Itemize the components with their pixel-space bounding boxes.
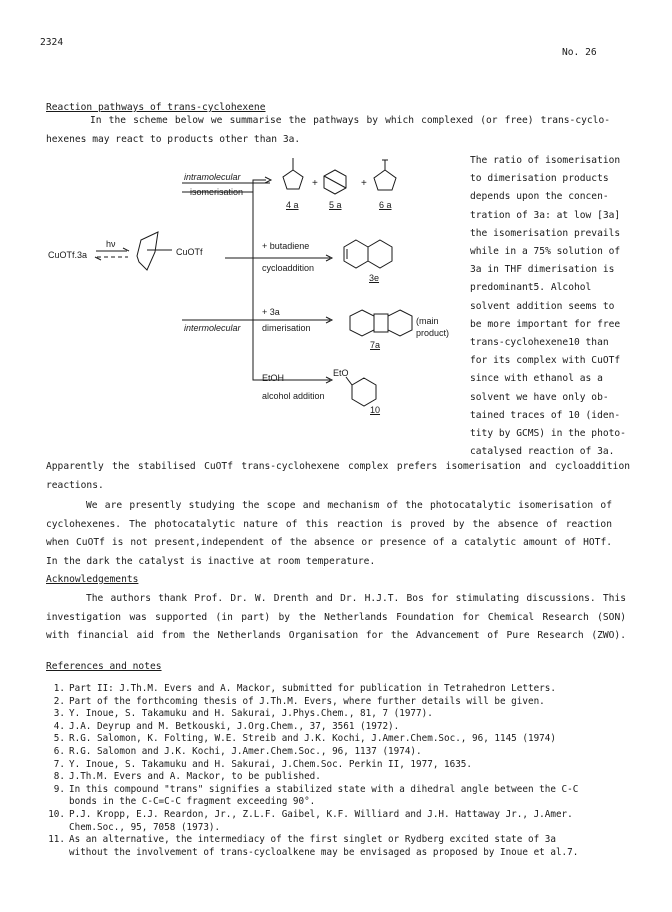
acknowledgements-paragraph bbox=[46, 590, 626, 646]
right-column-line: 3a in THF dimerisation is bbox=[470, 264, 615, 276]
paragraph-after-scheme bbox=[46, 458, 630, 495]
compound-4a-label: 4 a bbox=[286, 200, 299, 210]
right-column-line: depends upon the concen- bbox=[470, 191, 609, 203]
reference-item: 6. R.G. Salomon and J.K. Kochi, J.Amer.Chem.Soc., 96, 1137 (1974). bbox=[53, 745, 422, 757]
eto-label: EtO bbox=[333, 368, 349, 378]
reference-item: 9. In this compound "trans" signifies a stabilized state with a dihedral angle between the C-C bonds in the C-C=C-C fragment exceeding 90°. bbox=[53, 783, 579, 808]
compound-10-label: 10 bbox=[370, 405, 381, 415]
alcohol-addition-label: alcohol addition bbox=[262, 391, 325, 401]
main-product-label: (main bbox=[416, 316, 439, 326]
right-column-line: since with ethanol as a bbox=[470, 373, 603, 385]
right-column-line: be more important for free bbox=[470, 318, 621, 330]
section-title: Reaction pathways of trans-cyclohexene bbox=[46, 102, 266, 113]
reference-item: 10. P.J. Kropp, E.J. Reardon, Jr., Z.L.F. Gaibel, K.F. Williard and J.H. Hattaway Jr., J.Amer. Chem.Soc., 95, 7058 (1973). bbox=[48, 808, 573, 833]
plus-sign: + bbox=[361, 178, 367, 189]
compound-6a-label: 6 a bbox=[379, 200, 392, 210]
complex-cuotf-label: CuOTf bbox=[176, 247, 203, 257]
molecule-5a-icon bbox=[324, 170, 346, 194]
plus-sign: + bbox=[312, 178, 318, 189]
hv-label: hν bbox=[106, 239, 116, 249]
trans-cyclohexene-complex-icon bbox=[137, 232, 172, 270]
right-column-line: tration of 3a: at low [3a] bbox=[470, 209, 621, 221]
start-material-label: CuOTf.3a bbox=[48, 250, 88, 260]
paragraph-scope bbox=[46, 497, 612, 571]
right-column-line: predominant5. Alcohol bbox=[470, 282, 592, 294]
reference-item: 7. Y. Inoue, S. Takamuku and H. Sakurai, J.Chem.Soc. Perkin II, 1977, 1635. bbox=[53, 758, 472, 770]
right-column-line: while in a 75% solution of bbox=[470, 246, 621, 258]
right-column-line: solvent we have only ob- bbox=[470, 391, 609, 403]
paragraph-line: reactions. bbox=[46, 479, 104, 491]
reference-item: 2. Part of the forthcoming thesis of J.Th.M. Evers, where further details will be given. bbox=[53, 695, 545, 707]
references-title: References and notes bbox=[46, 661, 162, 672]
paragraph-line: We are presently studying the scope and mechanism of the photocatalytic isomerisation of bbox=[86, 500, 612, 511]
molecule-4a-icon bbox=[283, 158, 303, 189]
plus-3a-label: + 3a bbox=[262, 307, 280, 317]
compound-7a-label: 7a bbox=[370, 340, 381, 350]
right-column-line: to dimerisation products bbox=[470, 173, 609, 185]
intro-line: In the scheme below we summarise the pathways by which complexed (or free) trans-cyclo- bbox=[90, 115, 610, 126]
main-product-label: product) bbox=[416, 328, 450, 338]
right-column-line: the isomerisation prevails bbox=[470, 227, 621, 239]
dimerisation-label: dimerisation bbox=[262, 323, 311, 333]
page-number: 2324 bbox=[40, 37, 64, 48]
intramolecular-label: intramolecular bbox=[184, 172, 241, 182]
butadiene-label: + butadiene bbox=[262, 241, 310, 251]
branch-line-lower bbox=[253, 258, 257, 380]
molecule-6a-icon bbox=[374, 160, 396, 190]
etoh-label: EtOH bbox=[262, 373, 285, 383]
reference-item: 3. Y. Inoue, S. Takamuku and H. Sakurai, J.Phys.Chem., 81, 7 (1977). bbox=[53, 708, 433, 720]
right-column-line: trans-cyclohexene10 than bbox=[470, 337, 609, 349]
right-column-line: tity by GCMS) in the photo- bbox=[470, 428, 626, 440]
paragraph-line: when CuOTf is not present,independent of the absence or presence of a catalytic amount of HOTf. bbox=[46, 537, 612, 549]
reference-item: 8. J.Th.M. Evers and A. Mackor, to be published. bbox=[53, 771, 321, 783]
paragraph-line: The authors thank Prof. Dr. W. Drenth and Dr. H.J.T. Bos for stimulating discussions. This bbox=[86, 593, 626, 604]
right-column-line: tained traces of 10 (iden- bbox=[470, 409, 621, 421]
intro-line: hexenes may react to products other than 3a. bbox=[46, 133, 301, 145]
paragraph-line: Apparently the stabilised CuOTf trans-cyclohexene complex prefers isomerisation and cycloaddition bbox=[46, 461, 630, 472]
compound-3e-label: 3e bbox=[369, 273, 380, 283]
reference-item: 4. J.A. Deyrup and M. Betkouski, J.Org.Chem., 37, 3561 (1972). bbox=[53, 720, 400, 732]
paragraph-line: investigation was supported (in part) by the Netherlands Foundation for Chemical Research (SON) bbox=[46, 611, 626, 623]
molecule-7a-icon bbox=[350, 310, 412, 336]
right-column-line: for its complex with CuOTf bbox=[470, 355, 621, 367]
paragraph-line: with financial aid from the Netherlands Organisation for the Advancement of Pure Research (ZWO). bbox=[46, 630, 626, 642]
issue-number: No. 26 bbox=[562, 47, 597, 58]
molecule-10-icon bbox=[346, 377, 376, 406]
paragraph-line: cyclohexenes. The photocatalytic nature of this reaction is proved by the absence of reaction bbox=[46, 518, 612, 530]
right-column-text bbox=[470, 152, 630, 461]
references-list bbox=[46, 683, 578, 859]
right-column-line: The ratio of isomerisation bbox=[470, 155, 621, 166]
right-column-line: catalysed reaction of 3a. bbox=[470, 446, 615, 458]
compound-5a-label: 5 a bbox=[329, 200, 342, 210]
reference-item: 1. Part II: J.Th.M. Evers and A. Mackor, submitted for publication in Tetrahedron Letters. bbox=[53, 683, 556, 694]
cycloaddition-label: cycloaddition bbox=[262, 263, 315, 273]
isomerisation-label: isomerisation bbox=[190, 187, 244, 197]
reference-item: 5. R.G. Salomon, K. Folting, W.E. Streib and J.K. Kochi, J.Amer.Chem.Soc., 96, 1145 (1974) bbox=[53, 733, 556, 745]
intermolecular-label: intermolecular bbox=[184, 323, 241, 333]
right-column-line: solvent addition seems to bbox=[470, 300, 615, 312]
paragraph-line: In the dark the catalyst is inactive at room temperature. bbox=[46, 555, 376, 567]
molecule-3e-icon bbox=[344, 240, 392, 268]
reference-item: 11. As an alternative, the intermediacy of the first singlet or Rydberg excited state of 3a without the involvement of trans-cycloalkene may be envisaged as proposed by Inoue et al.7. bbox=[48, 834, 579, 858]
acknowledgements-title: Acknowledgements bbox=[46, 574, 139, 585]
